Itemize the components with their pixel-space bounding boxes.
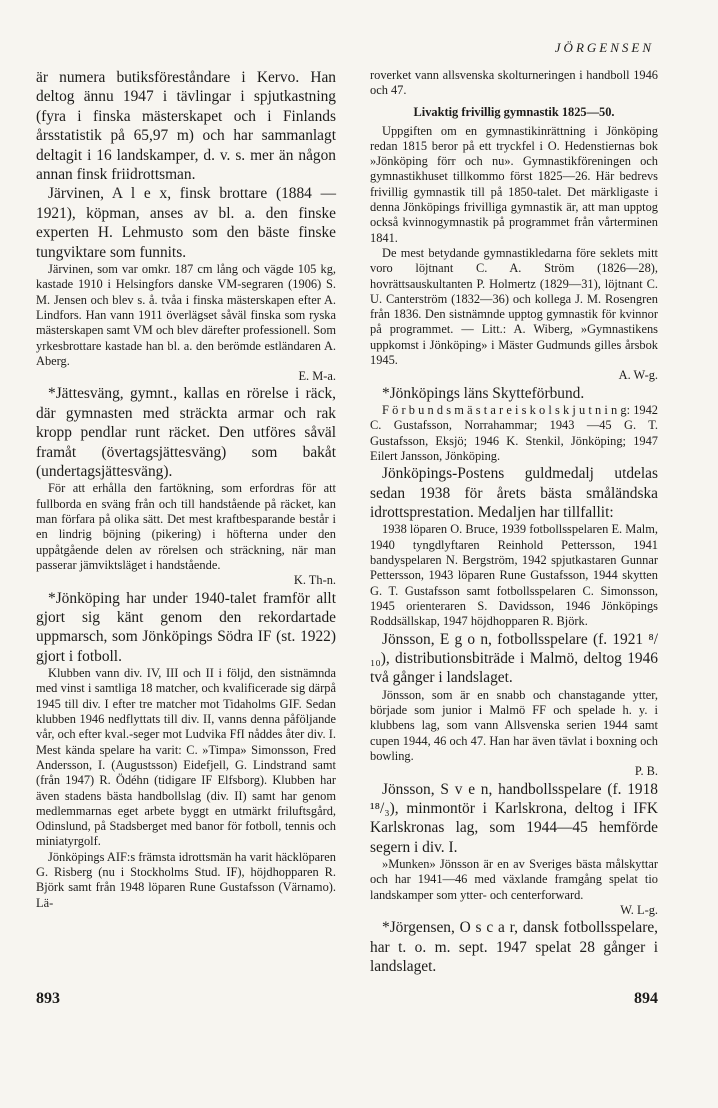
paragraph: F ö r b u n d s m ä s t a r e i s k o l s k j u t n i n g: 1942 C. Gustafsson, Norrahammar; 1943 —45 G. T. Gustafsson, Eksjö; 1946 K. Stenkil, Jönköping; 1947 Eilert Jansson, Jönköping. [370, 403, 658, 463]
paragraph: »Munken» Jönsson är en av Sveriges bästa målskyttar och har 1941—46 med växlande framgång spelat tio landskamper som ytter- och centerforward. [370, 857, 658, 902]
entry-skytteforbund: *Jönköpings läns Skytteförbund. [382, 384, 585, 402]
author-signature: E. M-a. [298, 369, 336, 384]
entry-jonkoping: *Jönköping har under 1940-talet framför allt gjort sig känt genom den rekordartade uppmarsch, som Jönköpings Södra IF (st. 1922) gjort i fotboll. [36, 589, 336, 665]
paragraph: De mest betydande gymnastikledarna före seklets mitt voro löjtnant C. A. Ström (1826—28), hovrättsauskultanten P. Holmertz (1829—31), löjtnant C. U. Canterström (1832—36) och kollega J. M. Rosengren från 1836. Den sistnämnde upptog gymnastik för kvinnor på programmet. — Litt.: A. Wiberg, »Gymnastikens uppkomst i Jönköping» i Mäster Gudmunds gilles årsbok 1945. [370, 245, 658, 368]
paragraph: roverket vann allsvenska skolturneringen i handboll 1946 och 47. [370, 68, 658, 98]
author-signature: A. W-g. [618, 368, 658, 383]
paragraph: Uppgiften om en gymnastikinrättning i Jönköping redan 1815 beror på ett tryckfel i O. Hedenstiernas bok »Jönköping förr och nu». Gymnastikföreningen och gymnastikhuset tillkommo först 1825—26. Här bedrevs frivillig gymnastik till på 1850-talet. Det märkligaste i denna Jönköpings frivilliga gymnastik är, att man upptog också kvinnogymnastik på programmet från vårterminen 1841. [370, 123, 658, 245]
author-signature: P. B. [634, 764, 658, 779]
entry-jattesvang: *Jättesväng, gymnt., kallas en rörelse i räck, där gymnasten med sträckta armar och rak kropp pendlar runt räcket. Den utföres såväl framåt (övertagsjättesväng) som bakåt (undertagsjättesväng). [36, 385, 336, 481]
author-signature: W. L-g. [620, 903, 658, 918]
paragraph: är numera butiksföreståndare i Kervo. Han deltog ännu 1947 i tävlingar i spjutkastning (fyra i finska mästerskapet och i Finlands årsstatistik på 65,97 m) och har sammanlagt deltagit i 16 landskamper, d. v. s. mer än någon annan finsk friidrottsman. [36, 69, 336, 184]
paragraph: Jönköpings AIF:s främsta idrottsmän ha varit häcklöparen G. Risberg (nu i Stockholms Stud. IF), höjdhopparen R. Björk samt från 1948 löparen Rune Gustafsson (Värnamo). Lä- [36, 849, 336, 910]
right-column [370, 68, 658, 977]
paragraph: För att erhålla den fartökning, som erfordras för att fullborda en sväng från och till handstående på räcket, kan man förfara på olika sätt. Det mest kraftbesparande består i en lindrig böjning (pikering) i höfterna under den uppåtgående delen av rörelsen och sträckning, när man passerar jämviktsläget i handstående. [36, 481, 336, 572]
page-number-right: 894 [634, 990, 658, 1007]
left-column [36, 68, 336, 911]
entry-jonsson-sven: Jönsson, S v e n, handbollsspelare (f. 1918 ¹⁸/₃), minmontör i Karlskrona, deltog i IFK Karlskronas lag, som 1944—45 hemförde segern i div. I. [370, 780, 658, 856]
entry-jarvinen: Järvinen, A l e x, finsk brottare (1884 —1921), köpman, anses av bl. a. den finske experten H. Lehmusto som den bäste finske tungviktare som funnits. [36, 185, 336, 261]
entry-jorgensen: *Jörgensen, O s c a r, dansk fotbollsspelare, har t. o. m. sept. 1947 spelat 28 gånger i landslaget. [370, 919, 658, 976]
running-header: JÖRGENSEN [554, 40, 654, 55]
paragraph: Jönsson, som är en snabb och chanstagande ytter, började som junior i Malmö FF och spelade h. y. i klubbens lag, som vann Allsvenska serien 1944 samt cupen 1944, 46 och 47. Han har även tävlat i boxning och bowling. [370, 687, 658, 763]
author-signature: K. Th-n. [293, 573, 336, 588]
paragraph: 1938 löparen O. Bruce, 1939 fotbollsspelaren E. Malm, 1940 tyngdlyftaren Reinhold Pettersson, 1941 bandyspelaren N. Bergström, 1942 spjutkastaren Gunnar Pettersson, 1943 löparen Rune Gustafsson, 1944 skytten G. T. Gustafsson samt fotbollsspelaren C. Simonsson, 1945 orienteraren S. Davidsson, 1946 Jönköpings Roddsällskap, 1947 höjdhopparen R. Björk. [370, 522, 658, 629]
entry-guldmedalj: Jönköpings-Postens guldmedalj utdelas sedan 1938 för årets bästa småländska idrottsprestation. Medaljen har tillfallit: [370, 465, 658, 522]
paragraph: Järvinen, som var omkr. 187 cm lång och vägde 105 kg, kastade 1910 i Helsingfors danske VM-segraren (1906) S. M. Jensen och blev s. å. tvåa i finska mästerskapen efter A. Lindfors. Han vann 1911 överlägset såväl finska som ryska mästerskapen samt VM och blev därefter professionell. Som yrkesbrottare kastade han bl. a. den berömde estländaren A. Aberg. [36, 262, 336, 368]
subheading: Livaktig frivillig gymnastik 1825—50. [413, 104, 615, 119]
page-number-left: 893 [36, 990, 60, 1007]
entry-jonsson-egon: Jönsson, E g o n, fotbollsspelare (f. 1921 ⁸/₁₀), distributionsbiträde i Malmö, deltog 1946 två gånger i landslaget. [370, 630, 658, 687]
paragraph: Klubben vann div. IV, III och II i följd, den sistnämnda med vinst i samtliga 18 matcher, och kvalificerade sig därpå 1945 till div. I efter tre matcher mot Tidaholms GIF. Sedan klubben 1946 nedflyttats till div. II, vanns denna påföljande vår, och efter kval.-seger mot Ludvika FfI nåddes åter div. I. Mest kända spelare ha varit: C. »Timpa» Simonsson, Fred Andersson, I. (Augustsson) Eidefjell, G. Lindstrand samt (från 1947) R. Ödéhn (tidigare IF Elfsborg). Klubben har även stadens bästa handbollslag (div. II) samt har genom medlemmarnas eget arbete byggt en utmärkt friluftsgård, Odinslund, på Stadsberget med banor för fotboll, tennis och miniatyrgolf. [36, 666, 336, 849]
